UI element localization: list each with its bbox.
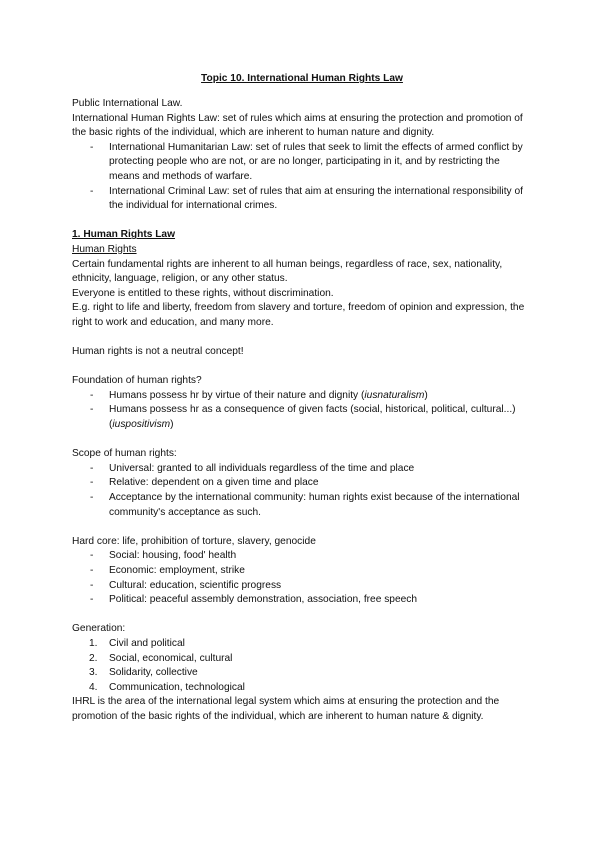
list-item: 4. Communication, technological (89, 681, 245, 693)
list-item: 1. Civil and political (89, 637, 185, 649)
paragraph: E.g. right to life and liberty, freedom from slavery and torture, freedom of opinion and expression, the right to work and education, and many more. (72, 302, 525, 328)
list-item: - Cultural: education, scientific progress (72, 579, 532, 594)
paragraph: Everyone is entitled to these rights, without discrimination. (72, 287, 334, 299)
scope-list (72, 462, 532, 520)
list-item: - Political: peaceful assembly demonstration, association, free speech (72, 593, 532, 608)
list-item: - Relative: dependent on a given time and place (72, 476, 532, 491)
hardcore-list (72, 549, 532, 607)
list-item: - Universal: granted to all individuals regardless of the time and place (72, 462, 532, 477)
list-item: 3. Solidarity, collective (89, 667, 198, 679)
generation-list (72, 637, 532, 695)
list-item: 2. Social, economical, cultural (89, 652, 233, 664)
list-item: - Social: housing, food' health (72, 549, 532, 564)
intro-ihrl-definition: International Human Rights Law: set of rules which aims at ensuring the protection and promotion of the basic rights of the individual, which are inherent to human nature and dignity. (72, 112, 523, 139)
paragraph: Human rights is not a neutral concept! (72, 346, 244, 358)
document-title: Topic 10. International Human Rights Law (201, 73, 403, 84)
section-heading: 1. Human Rights Law (72, 229, 176, 241)
foundation-list (72, 389, 532, 433)
scope-label: Scope of human rights: (72, 448, 177, 460)
hardcore-label: Hard core: life, prohibition of torture, slavery, genocide (72, 535, 316, 547)
foundation-label: Foundation of human rights? (72, 375, 202, 387)
list-item: - International Humanitarian Law: set of rules that seek to limit the effects of armed conflict by protecting people who are not, or are no longer, participating in it, and by restricting the means and methods of warfare. (72, 141, 532, 185)
list-item: - International Criminal Law: set of rules that aim at ensuring the international responsibility of the individual for international crimes. (72, 185, 532, 214)
document-page (72, 72, 532, 725)
intro-public-intl-law: Public International Law. (72, 98, 183, 109)
ihrl-paragraph: IHRL is the area of the international legal system which aims at ensuring the protection and the promotion of the basic rights of the individual, which are inherent to human nature & dignity. (72, 696, 500, 722)
list-item: - Humans possess hr as a consequence of given facts (social, historical, political, cultural...) (iuspositivism) (72, 403, 532, 432)
paragraph: Certain fundamental rights are inherent to all human beings, regardless of race, sex, nationality, ethnicity, language, religion, or any other status. (72, 258, 503, 285)
subheading-human-rights: Human Rights (72, 243, 137, 255)
list-item: - Economic: employment, strike (72, 564, 532, 579)
list-item: - Acceptance by the international community: human rights exist because of the international community's acceptance as such. (72, 491, 532, 520)
list-item: - Humans possess hr by virtue of their nature and dignity (iusnaturalism) (72, 389, 532, 404)
intro-list (72, 141, 532, 214)
generation-label: Generation: (72, 623, 126, 635)
